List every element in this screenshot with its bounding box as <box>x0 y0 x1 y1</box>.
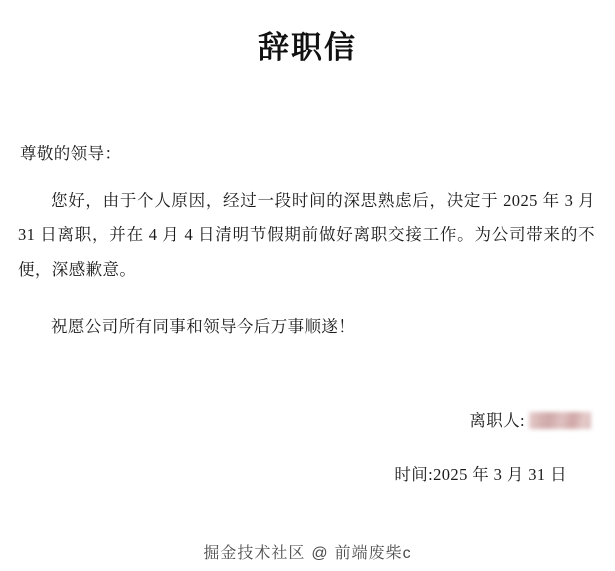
watermark-separator: @ <box>311 545 329 562</box>
date-label: 时间: <box>394 465 434 485</box>
paragraph-main: 您好，由于个人原因，经过一段时间的深思熟虑后，决定于 2025 年 3 月 31 日离职，并在 4 月 4 日清明节假期前做好离职交接工作。为公司带来的不便，深感歉意。 <box>18 190 595 279</box>
watermark-site: 掘金技术社区 <box>203 545 306 562</box>
letter-body <box>18 138 597 344</box>
watermark-author: 前端废柴c <box>334 545 412 562</box>
paragraph-wish: 祝愿公司所有同事和领导今后万事顺遂！ <box>51 316 356 336</box>
page-title: 辞职信 <box>258 30 357 65</box>
salutation: 尊敬的领导： <box>20 144 122 164</box>
signature-block <box>18 404 597 485</box>
watermark <box>0 540 615 563</box>
redacted-name-blur <box>529 412 591 429</box>
date-value: 2025 年 3 月 31 日 <box>433 465 567 485</box>
document-page <box>0 28 615 571</box>
date-line <box>18 461 591 485</box>
signature-line <box>18 404 591 437</box>
signature-label: 离职人: <box>469 411 525 431</box>
